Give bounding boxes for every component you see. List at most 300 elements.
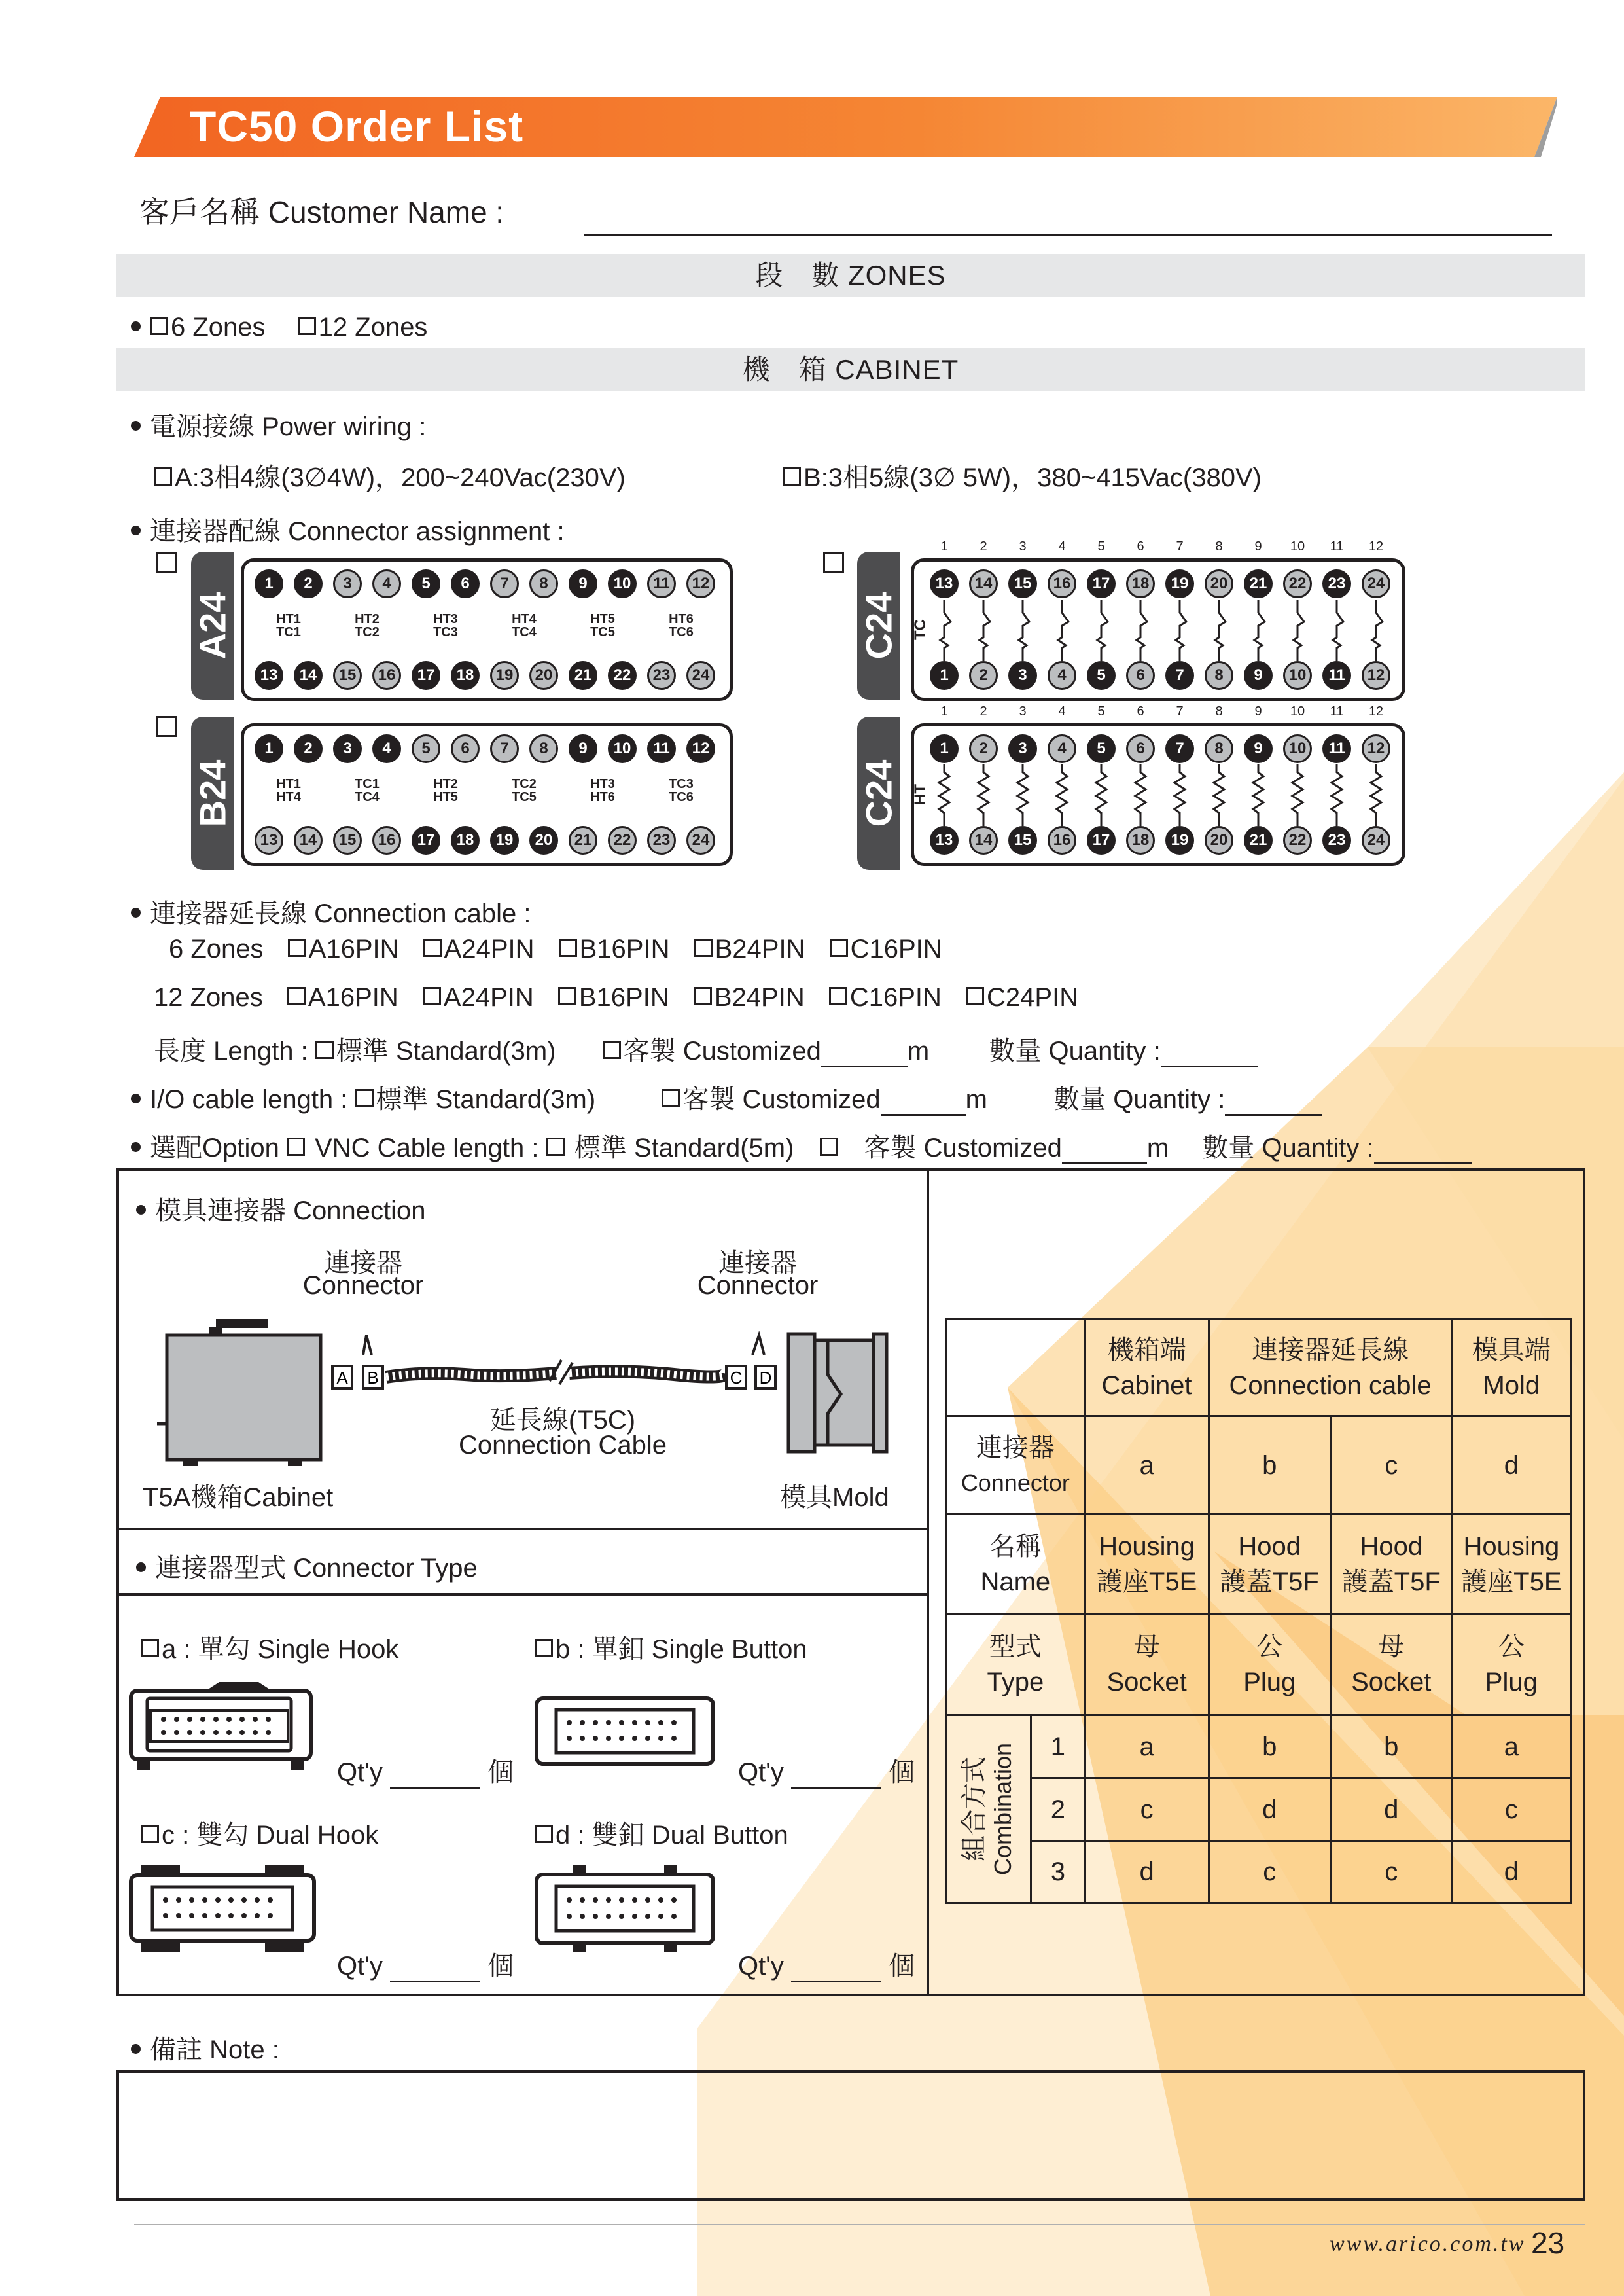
pin-top: 22 — [1283, 569, 1312, 598]
pin-bottom: 16 — [1048, 826, 1076, 855]
pin-bottom: 19 — [490, 826, 519, 855]
cell: a — [1085, 1715, 1209, 1778]
pin-bottom: 19 — [1165, 826, 1194, 855]
type-d-checkbox[interactable] — [535, 1825, 553, 1843]
label-a: A — [336, 1368, 348, 1388]
connector-b24-diagram — [241, 723, 733, 866]
pin-top: 1 — [255, 734, 283, 763]
pin-number-label: 2 — [980, 704, 987, 719]
cell: c — [1330, 1416, 1452, 1515]
pin-bottom: 11 — [1322, 661, 1351, 690]
cable-row-6zones: 6 Zones A16PIN A24PIN B16PIN B24PIN C16PIN — [169, 935, 942, 963]
pin-top: 11 — [647, 734, 676, 763]
pin-bottom: 5 — [1087, 661, 1116, 690]
wire-mark — [980, 600, 990, 661]
type-a-option: a : 單勾 Single Hook — [141, 1628, 398, 1666]
cell: b — [1330, 1715, 1452, 1778]
pin-top: 21 — [1244, 569, 1273, 598]
pin-top: 14 — [969, 569, 998, 598]
bullet-icon — [131, 321, 141, 331]
vnc-customized-length-field[interactable] — [1062, 1140, 1147, 1164]
type-d-option: d : 雙釦 Dual Button — [535, 1814, 788, 1852]
pin-top: 8 — [529, 734, 558, 763]
pin-top: 19 — [1165, 569, 1194, 598]
note-label: 備註 Note : — [131, 2029, 279, 2066]
power-wiring-label: 電源接線 Power wiring : — [131, 406, 426, 443]
pin-bottom: 19 — [490, 661, 519, 690]
option-vnc-checkbox[interactable] — [287, 1138, 305, 1156]
pin-top: 3 — [333, 734, 362, 763]
cell: c — [1452, 1778, 1570, 1841]
wire-mark — [1254, 600, 1265, 661]
zone-label: HT1 HT4 — [276, 777, 301, 804]
wire-mark — [978, 764, 989, 826]
pin-top: 18 — [1126, 569, 1155, 598]
customer-name-label: 客戶名稱 Customer Name : — [139, 195, 504, 229]
label-d: D — [759, 1368, 772, 1388]
pin-bottom: 18 — [451, 661, 480, 690]
pin-number-label: 11 — [1330, 539, 1344, 554]
wire-mark — [1019, 600, 1029, 661]
pin-top: 4 — [372, 569, 401, 598]
b24-checkbox[interactable] — [156, 716, 177, 737]
pin-number-label: 8 — [1215, 539, 1223, 554]
a24-checkbox[interactable] — [156, 552, 177, 573]
pin-bottom: 14 — [969, 826, 998, 855]
cable6-b16-checkbox[interactable] — [559, 939, 577, 957]
pin-number-label: 12 — [1368, 704, 1384, 719]
pin-bottom: 15 — [1008, 826, 1037, 855]
connector-label-right-en: Connector — [697, 1271, 819, 1300]
wire-mark — [1135, 764, 1146, 826]
pin-top: 3 — [1008, 734, 1037, 763]
pin-top: 7 — [490, 569, 519, 598]
pin-top: 6 — [451, 569, 480, 598]
pin-bottom: 20 — [1205, 826, 1233, 855]
pin-top: 23 — [1322, 569, 1351, 598]
divider — [116, 1593, 928, 1596]
pin-number-label: 3 — [1019, 539, 1027, 554]
connector-type-heading: 連接器型式 Connector Type — [136, 1547, 478, 1585]
option-row: 選配Option VNC Cable length : 標準 Standard(5m) 客製 Customized m 數量 Quantity : — [131, 1127, 1472, 1164]
divider — [927, 1168, 929, 1996]
pin-bottom: 13 — [255, 661, 283, 690]
cable-customized-length-field[interactable] — [821, 1043, 908, 1067]
cell: d — [1209, 1778, 1330, 1841]
pin-bottom: 16 — [372, 826, 401, 855]
connection-cable-label: 連接器延長線 Connection cable : — [131, 893, 531, 930]
wire-mark — [1137, 600, 1147, 661]
pin-top: 9 — [569, 569, 597, 598]
cell: a — [1452, 1715, 1570, 1778]
pin-top: 17 — [1087, 569, 1116, 598]
cable-customized-checkbox[interactable] — [603, 1041, 621, 1059]
wire-mark — [1332, 764, 1342, 826]
row-label-name: 名稱 Name — [946, 1515, 1086, 1614]
pin-top: 20 — [1205, 569, 1233, 598]
pin-bottom: 21 — [569, 661, 597, 690]
wire-mark — [1057, 764, 1067, 826]
pin-top: 24 — [1362, 569, 1390, 598]
cable-row-12zones: 12 Zones A16PIN A24PIN B16PIN B24PIN C16PIN C24PIN — [154, 983, 1079, 1012]
pin-top: 7 — [1165, 734, 1194, 763]
cell: d — [1085, 1841, 1209, 1903]
pin-top: 9 — [569, 734, 597, 763]
io-customized-checkbox[interactable] — [662, 1089, 680, 1107]
cell: 公 Plug — [1209, 1614, 1330, 1715]
wire-mark — [1176, 600, 1186, 661]
power-option-a: A:3相4線(3∅4W)，200~240Vac(230V) — [154, 457, 626, 494]
pin-bottom: 22 — [608, 826, 637, 855]
qty-a-field[interactable] — [390, 1765, 480, 1789]
pin-bottom: 21 — [1244, 826, 1273, 855]
cell: d — [1330, 1778, 1452, 1841]
pin-number-label: 7 — [1176, 704, 1184, 719]
pin-bottom: 17 — [412, 661, 440, 690]
combination-label: 組合方式 Combination — [946, 1715, 1031, 1903]
pin-bottom: 15 — [333, 826, 362, 855]
header-cabinet: 機箱端 Cabinet — [1085, 1319, 1209, 1416]
pin-bottom: 3 — [1008, 661, 1037, 690]
pin-top: 15 — [1008, 569, 1037, 598]
pin-top: 9 — [1244, 734, 1273, 763]
table-header-row — [946, 1319, 1571, 1416]
pin-top: 5 — [412, 569, 440, 598]
pin-top: 6 — [1126, 734, 1155, 763]
pin-top: 2 — [294, 734, 323, 763]
pin-bottom: 22 — [1283, 826, 1312, 855]
power-a-checkbox[interactable] — [154, 467, 172, 486]
pin-number-label: 5 — [1097, 704, 1105, 719]
pin-top: 1 — [255, 569, 283, 598]
pin-bottom: 23 — [1322, 826, 1351, 855]
pin-number-label: 1 — [940, 704, 948, 719]
connector-label-left-zh: 連接器 — [324, 1249, 402, 1278]
type-c-option: c : 雙勾 Dual Hook — [141, 1814, 378, 1852]
cable12-a16-checkbox[interactable] — [287, 987, 306, 1005]
header-mold: 模具端 Mold — [1452, 1319, 1570, 1416]
pin-number-label: 10 — [1290, 539, 1305, 554]
pin-top: 12 — [686, 569, 715, 598]
mold-label: 模具Mold — [780, 1483, 889, 1512]
cell: Housing 護座T5E — [1085, 1515, 1209, 1614]
row-label-type: 型式 Type — [946, 1614, 1086, 1715]
c24-tc-badge: C24 — [857, 552, 900, 700]
wiring-icon — [914, 764, 1398, 830]
pin-number-label: 8 — [1215, 704, 1223, 719]
cell: 母 Socket — [1330, 1614, 1452, 1715]
pin-top: 1 — [930, 734, 959, 763]
header-connection-cable: 連接器延長線 Connection cable — [1209, 1319, 1452, 1416]
bullet-icon — [131, 1094, 141, 1103]
zone-label: HT6 TC6 — [669, 612, 694, 639]
pin-top: 10 — [608, 734, 637, 763]
pin-top: 3 — [333, 569, 362, 598]
pin-bottom: 13 — [930, 826, 959, 855]
zone-label: TC3 TC6 — [669, 777, 694, 804]
pin-bottom: 23 — [647, 661, 676, 690]
vnc-quantity-field[interactable] — [1374, 1140, 1472, 1164]
pin-number-label: 2 — [980, 539, 987, 554]
cell: b — [1209, 1715, 1330, 1778]
connector-a24-diagram — [241, 558, 733, 701]
pin-number-label: 6 — [1137, 704, 1144, 719]
io-customized-length-field[interactable] — [881, 1092, 966, 1116]
pin-top: 12 — [686, 734, 715, 763]
cable12-b16-checkbox[interactable] — [558, 987, 576, 1005]
pin-top: 2 — [294, 569, 323, 598]
pin-bottom: 24 — [686, 826, 715, 855]
pin-number-label: 5 — [1097, 539, 1105, 554]
cable12-c16-checkbox[interactable] — [829, 987, 847, 1005]
page-title: TC50 Order List — [190, 102, 524, 151]
dual-hook-icon — [128, 1862, 317, 1957]
zone-label: TC1 TC4 — [355, 777, 380, 804]
pin-bottom: 10 — [1283, 661, 1312, 690]
pin-bottom: 17 — [412, 826, 440, 855]
zone-label: HT2 TC2 — [355, 612, 380, 639]
cell: c — [1085, 1778, 1209, 1841]
cell: 公 Plug — [1452, 1614, 1570, 1715]
table-row-name — [946, 1515, 1571, 1614]
divider — [116, 1528, 928, 1530]
wire-mark — [1017, 764, 1028, 826]
type-a-checkbox[interactable] — [141, 1639, 159, 1657]
pin-bottom: 23 — [647, 826, 676, 855]
zones-header: 段 數 ZONES — [116, 254, 1585, 297]
footer-divider — [134, 2224, 1585, 2225]
connector-label-right-zh: 連接器 — [718, 1249, 797, 1278]
bullet-icon — [136, 1562, 146, 1572]
cabinet-label: T5A機箱Cabinet — [143, 1483, 334, 1512]
combo-number: 3 — [1031, 1841, 1086, 1903]
footer-url: www.arico.com.tw — [1330, 2232, 1526, 2256]
customer-name-field[interactable] — [584, 234, 1552, 236]
pin-bottom: 20 — [529, 826, 558, 855]
pin-bottom: 12 — [1362, 661, 1390, 690]
zones-12-checkbox[interactable] — [298, 317, 316, 335]
pin-number-label: 9 — [1254, 539, 1262, 554]
combo-number: 2 — [1031, 1778, 1086, 1841]
qty-b-field[interactable] — [791, 1765, 881, 1789]
wire-mark — [1292, 764, 1303, 826]
wire-mark — [1372, 600, 1383, 661]
pin-bottom: 16 — [372, 661, 401, 690]
page-number: 23 — [1531, 2226, 1565, 2260]
side-label: TC — [911, 619, 929, 640]
zone-label: HT3 HT6 — [590, 777, 615, 804]
pin-bottom: 15 — [333, 661, 362, 690]
pin-bottom: 18 — [451, 826, 480, 855]
bullet-icon — [131, 1142, 141, 1152]
cell: Hood 護蓋T5F — [1209, 1515, 1330, 1614]
zone-label: TC2 TC5 — [512, 777, 537, 804]
cable6-a24-checkbox[interactable] — [423, 939, 442, 957]
pin-bottom: 6 — [1126, 661, 1155, 690]
dual-button-icon — [533, 1864, 720, 1956]
cell: d — [1452, 1416, 1570, 1515]
side-label: HT — [911, 784, 929, 805]
table-row-type — [946, 1614, 1571, 1715]
cable6-b24-checkbox[interactable] — [694, 939, 713, 957]
io-cable-row: I/O cable length : 標準 Standard(3m) 客製 Customized m 數量 Quantity : — [131, 1079, 1322, 1116]
table-row-connector — [946, 1416, 1571, 1515]
pin-top: 13 — [930, 569, 959, 598]
pin-bottom: 7 — [1165, 661, 1194, 690]
power-option-b: B:3相5線(3∅ 5W)，380~415Vac(380V) — [783, 457, 1262, 494]
zone-label: HT2 HT5 — [433, 777, 458, 804]
pin-bottom: 2 — [969, 661, 998, 690]
pin-top: 5 — [412, 734, 440, 763]
pin-number-label: 10 — [1290, 704, 1305, 719]
cell: b — [1209, 1416, 1330, 1515]
wire-mark — [1253, 764, 1263, 826]
c24-ht-badge: C24 — [857, 717, 900, 870]
wire-mark — [1058, 600, 1068, 661]
table-row-combo-2 — [946, 1778, 1571, 1841]
pin-number-label: 4 — [1058, 539, 1066, 554]
cable-quantity-field[interactable] — [1161, 1043, 1258, 1067]
bullet-icon — [136, 1205, 146, 1215]
power-b-checkbox[interactable] — [783, 467, 801, 486]
cable6-a16-checkbox[interactable] — [288, 939, 306, 957]
pin-number-label: 4 — [1058, 704, 1066, 719]
pin-number-label: 7 — [1176, 539, 1184, 554]
cell: Housing 護座T5E — [1452, 1515, 1570, 1614]
bullet-icon — [131, 421, 141, 431]
pin-top: 11 — [647, 569, 676, 598]
wire-mark — [1174, 764, 1185, 826]
cell: Hood 護蓋T5F — [1330, 1515, 1452, 1614]
connector-c24-ht-diagram — [911, 704, 1405, 866]
cable12-a24-checkbox[interactable] — [423, 987, 441, 1005]
single-button-icon — [533, 1695, 720, 1770]
pin-top: 10 — [608, 569, 637, 598]
wire-mark — [939, 764, 949, 826]
qty-d: Qt'y 個 — [738, 1945, 915, 1982]
cable6-c16-checkbox[interactable] — [830, 939, 848, 957]
wire-mark — [1215, 600, 1226, 661]
vnc-standard-checkbox[interactable] — [546, 1138, 565, 1156]
label-b: B — [367, 1368, 379, 1388]
wire-mark — [940, 600, 951, 661]
pin-bottom: 9 — [1244, 661, 1273, 690]
pin-bottom: 8 — [1205, 661, 1233, 690]
pin-bottom: 17 — [1087, 826, 1116, 855]
bullet-icon — [131, 908, 141, 918]
pin-bottom: 14 — [294, 661, 323, 690]
wire-mark — [1214, 764, 1224, 826]
qty-b: Qt'y 個 — [738, 1751, 915, 1789]
combination-table — [945, 1318, 1572, 1904]
connector-assignment-label: 連接器配線 Connector assignment : — [131, 511, 565, 548]
b24-badge: B24 — [191, 717, 234, 870]
a24-badge: A24 — [191, 552, 234, 700]
pin-top: 8 — [529, 569, 558, 598]
io-standard-checkbox[interactable] — [355, 1089, 374, 1107]
cable-length-row: 長度 Length : 標準 Standard(3m) 客製 Customized m 數量 Quantity : — [154, 1030, 1258, 1067]
wire-mark — [1294, 600, 1304, 661]
table-row-combo-1 — [946, 1715, 1571, 1778]
pin-top: 12 — [1362, 734, 1390, 763]
pin-number-label: 6 — [1137, 539, 1144, 554]
cable12-b24-checkbox[interactable] — [694, 987, 712, 1005]
pin-number-label: 3 — [1019, 704, 1027, 719]
zone-label: HT4 TC4 — [512, 612, 537, 639]
zones-options: 6 Zones 12 Zones — [131, 313, 427, 342]
cabinet-header: 機 箱 CABINET — [116, 348, 1585, 391]
pin-bottom: 1 — [930, 661, 959, 690]
cell: c — [1330, 1841, 1452, 1903]
table-row-combo-3 — [946, 1841, 1571, 1903]
pin-bottom: 20 — [529, 661, 558, 690]
label-c: C — [730, 1368, 743, 1388]
pin-top: 4 — [1048, 734, 1076, 763]
combo-number: 1 — [1031, 1715, 1086, 1778]
type-c-checkbox[interactable] — [141, 1825, 159, 1843]
c24-tc-checkbox[interactable] — [823, 552, 844, 573]
vnc-customized-checkbox[interactable] — [820, 1138, 838, 1156]
pin-top: 5 — [1087, 734, 1116, 763]
pin-number-label: 11 — [1330, 704, 1344, 719]
pin-bottom: 21 — [569, 826, 597, 855]
pin-bottom: 24 — [686, 661, 715, 690]
cell: 母 Socket — [1085, 1614, 1209, 1715]
qty-c: Qt'y 個 — [337, 1945, 514, 1982]
pin-top: 8 — [1205, 734, 1233, 763]
cable-label-en: Connection Cable — [459, 1431, 667, 1460]
pin-top: 2 — [969, 734, 998, 763]
type-b-checkbox[interactable] — [535, 1639, 553, 1657]
wire-mark — [1371, 764, 1381, 826]
pin-top: 7 — [490, 734, 519, 763]
pin-top: 6 — [451, 734, 480, 763]
zone-label: HT3 TC3 — [433, 612, 458, 639]
pin-bottom: 14 — [294, 826, 323, 855]
cell: a — [1085, 1416, 1209, 1515]
pin-number-label: 12 — [1368, 539, 1384, 554]
zone-label: HT1 TC1 — [276, 612, 301, 639]
pin-bottom: 18 — [1126, 826, 1155, 855]
connection-heading: 模具連接器 Connection — [136, 1190, 425, 1227]
connector-c24-tc-diagram — [911, 539, 1405, 701]
type-b-option: b : 單釦 Single Button — [535, 1628, 807, 1666]
note-field[interactable] — [116, 2070, 1585, 2201]
single-hook-icon — [128, 1679, 317, 1774]
bullet-icon — [131, 2044, 141, 2054]
qty-d-field[interactable] — [791, 1958, 881, 1982]
pin-bottom: 13 — [255, 826, 283, 855]
wire-mark — [1333, 600, 1343, 661]
cable12-c24-checkbox[interactable] — [966, 987, 984, 1005]
zones-6-checkbox[interactable] — [150, 317, 168, 335]
qty-c-field[interactable] — [390, 1958, 480, 1982]
zone-label: HT5 TC5 — [590, 612, 615, 639]
pin-bottom: 22 — [608, 661, 637, 690]
wiring-icon — [914, 600, 1398, 665]
pin-bottom: 4 — [1048, 661, 1076, 690]
cell: c — [1209, 1841, 1330, 1903]
bullet-icon — [131, 526, 141, 535]
pin-number-label: 1 — [940, 539, 948, 554]
io-quantity-field[interactable] — [1225, 1092, 1322, 1116]
pin-top: 16 — [1048, 569, 1076, 598]
table-corner-cell — [946, 1319, 1086, 1416]
wire-mark — [1097, 600, 1108, 661]
pin-top: 4 — [372, 734, 401, 763]
cable-standard-checkbox[interactable] — [315, 1041, 334, 1059]
pin-bottom: 24 — [1362, 826, 1390, 855]
